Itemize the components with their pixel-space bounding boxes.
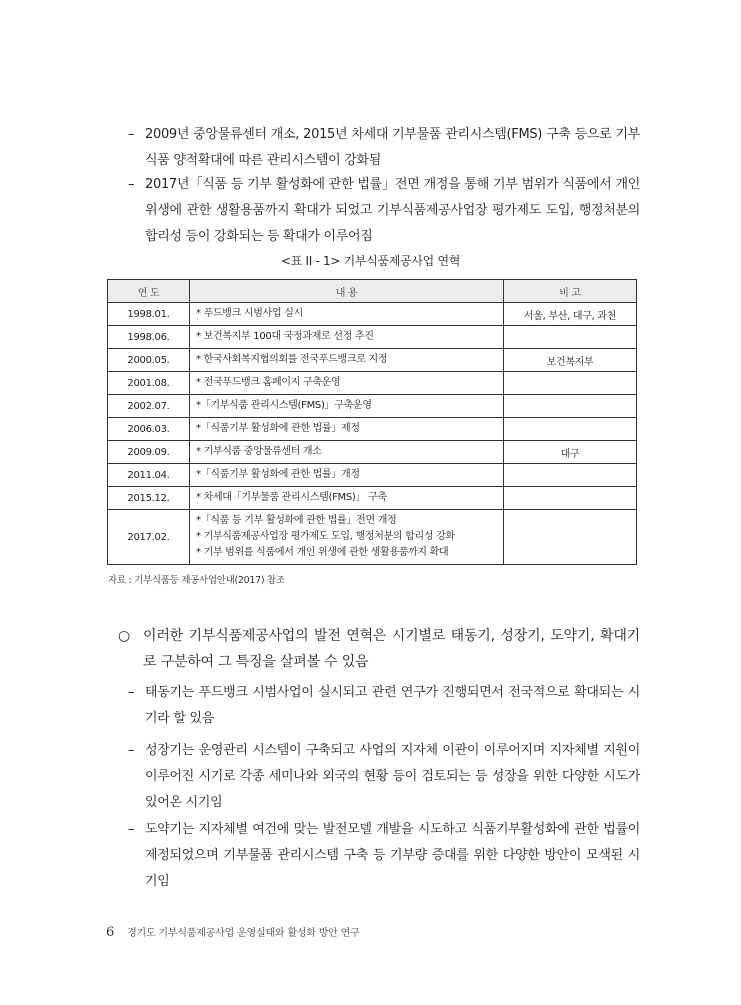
cell-note: 보건복지부 bbox=[504, 349, 637, 372]
sub-bullet bbox=[128, 738, 640, 816]
cell-note bbox=[504, 464, 637, 487]
cell-content bbox=[190, 326, 504, 349]
history-table bbox=[107, 279, 637, 565]
content-line: *「식품기부 활성화에 관한 법률」개정 bbox=[196, 469, 360, 480]
intro-bullet-text: 2017년「식품 등 기부 활성화에 관한 법률」전면 개정을 통해 기부 범위가 식품에서 개인위생에 관한 생활용품까지 확대가 되었고 기부식품제공사업장 평가제도 도입, 행정처분의 합리성 등이 강화되는 등 확대가 이루어짐 bbox=[145, 177, 640, 244]
cell-year: 2009.09. bbox=[108, 441, 190, 464]
cell-year: 2011.04. bbox=[108, 464, 190, 487]
table-row bbox=[108, 326, 637, 349]
cell-year: 2001.08. bbox=[108, 372, 190, 395]
cell-content bbox=[190, 487, 504, 510]
cell-content bbox=[190, 464, 504, 487]
table-row bbox=[108, 487, 637, 510]
main-point-text: 이러한 기부식품제공사업의 발전 연혁은 시기별로 태동기, 성장기, 도약기, 확대기로 구분하여 그 특징을 살펴볼 수 있음 bbox=[143, 628, 640, 670]
cell-content bbox=[190, 395, 504, 418]
dash-marker: – bbox=[128, 822, 135, 837]
content-line: * 기부 범위를 식품에서 개인 위생에 관한 생활용품까지 확대 bbox=[196, 547, 449, 558]
intro-bullet-text: 2009년 중앙물류센터 개소, 2015년 차세대 기부물품 관리시스템(FMS) 구축 등으로 기부식품 양적확대에 따른 관리시스템이 강화됨 bbox=[145, 127, 640, 168]
content-line: * 차세대「기부물품 관리시스템(FMS)」 구축 bbox=[196, 492, 387, 503]
content-line: * 전국푸드뱅크 홈페이지 구축운영 bbox=[196, 377, 341, 388]
sub-bullet bbox=[128, 817, 640, 895]
content-line: *「식품기부 활성화에 관한 법률」제정 bbox=[196, 423, 360, 434]
content-line: * 기부식품제공사업장 평가제도 도입, 행정처분의 합리성 강화 bbox=[196, 531, 455, 542]
page-footer bbox=[106, 924, 360, 940]
content-line: *「식품 등 기부 활성화에 관한 법률」전면 개정 bbox=[196, 515, 397, 526]
content-line: * 기부식품 중앙물류센터 개소 bbox=[196, 446, 322, 457]
cell-note bbox=[504, 395, 637, 418]
table-row bbox=[108, 372, 637, 395]
cell-note bbox=[504, 326, 637, 349]
table-row bbox=[108, 441, 637, 464]
table-row bbox=[108, 303, 637, 326]
cell-note bbox=[504, 372, 637, 395]
cell-year: 2015.12. bbox=[108, 487, 190, 510]
table-row bbox=[108, 418, 637, 441]
content-line: * 푸드뱅크 시범사업 실시 bbox=[196, 308, 303, 319]
cell-year: 2002.07. bbox=[108, 395, 190, 418]
table-row bbox=[108, 510, 637, 565]
cell-content bbox=[190, 349, 504, 372]
circle-marker: ○ bbox=[118, 628, 131, 644]
header-content: 내 용 bbox=[190, 280, 504, 303]
cell-content bbox=[190, 372, 504, 395]
table-header-row bbox=[108, 280, 637, 303]
table-row bbox=[108, 464, 637, 487]
sub-bullet-text: 도약기는 지자체별 여건에 맞는 발전모델 개발을 시도하고 식품기부활성화에 관한 법률이 제정되었으며 기부물품 관리시스템 구축 등 기부량 증대를 위한 다양한 방안이 모색된 시기임 bbox=[145, 822, 640, 889]
page-number: 6 bbox=[106, 925, 115, 940]
cell-year: 2006.03. bbox=[108, 418, 190, 441]
dash-marker: – bbox=[128, 743, 135, 758]
cell-note bbox=[504, 487, 637, 510]
cell-note bbox=[504, 418, 637, 441]
header-note: 비 고 bbox=[504, 280, 637, 303]
cell-year: 2000.05. bbox=[108, 349, 190, 372]
cell-year: 1998.01. bbox=[108, 303, 190, 326]
cell-content bbox=[190, 510, 504, 565]
cell-note: 서울, 부산, 대구, 과천 bbox=[504, 303, 637, 326]
cell-note bbox=[504, 510, 637, 565]
cell-year: 1998.06. bbox=[108, 326, 190, 349]
sub-bullet-text: 태동기는 푸드뱅크 시범사업이 실시되고 관련 연구가 진행되면서 전국적으로 확대되는 시기라 할 있음 bbox=[145, 685, 640, 726]
header-year: 연 도 bbox=[108, 280, 190, 303]
cell-content bbox=[190, 441, 504, 464]
dash-marker: – bbox=[128, 127, 135, 142]
running-title: 경기도 기부식품제공사업 운영실태와 활성화 방안 연구 bbox=[127, 928, 360, 939]
sub-bullet-text: 성장기는 운영관리 시스템이 구축되고 사업의 지자체 이관이 이루어지며 지자체별 지원이 이루어진 시기로 각종 세미나와 외국의 현황 등이 검토되는 등 성장을 위한 다양한 시도가 있어온 시기임 bbox=[145, 743, 640, 810]
table-row bbox=[108, 395, 637, 418]
cell-content bbox=[190, 303, 504, 326]
cell-year: 2017.02. bbox=[108, 510, 190, 565]
cell-note: 대구 bbox=[504, 441, 637, 464]
intro-bullet bbox=[128, 122, 640, 174]
table-caption: <표 II - 1> 기부식품제공사업 연혁 bbox=[280, 254, 461, 268]
table-source-note: 자료 : 기부식품등 제공사업안내(2017) 참조 bbox=[108, 575, 285, 586]
table-row bbox=[108, 349, 637, 372]
main-point bbox=[118, 623, 640, 675]
sub-bullet bbox=[128, 680, 640, 732]
intro-bullet bbox=[128, 172, 640, 250]
content-line: *「기부식품 관리시스템(FMS)」구축운영 bbox=[196, 400, 372, 411]
dash-marker: – bbox=[128, 685, 135, 700]
cell-content bbox=[190, 418, 504, 441]
content-line: * 보건복지부 100대 국정과제로 선정 추진 bbox=[196, 331, 374, 342]
content-line: * 한국사회복지협의회를 전국푸드뱅크로 지정 bbox=[196, 354, 388, 365]
dash-marker: – bbox=[128, 177, 135, 192]
